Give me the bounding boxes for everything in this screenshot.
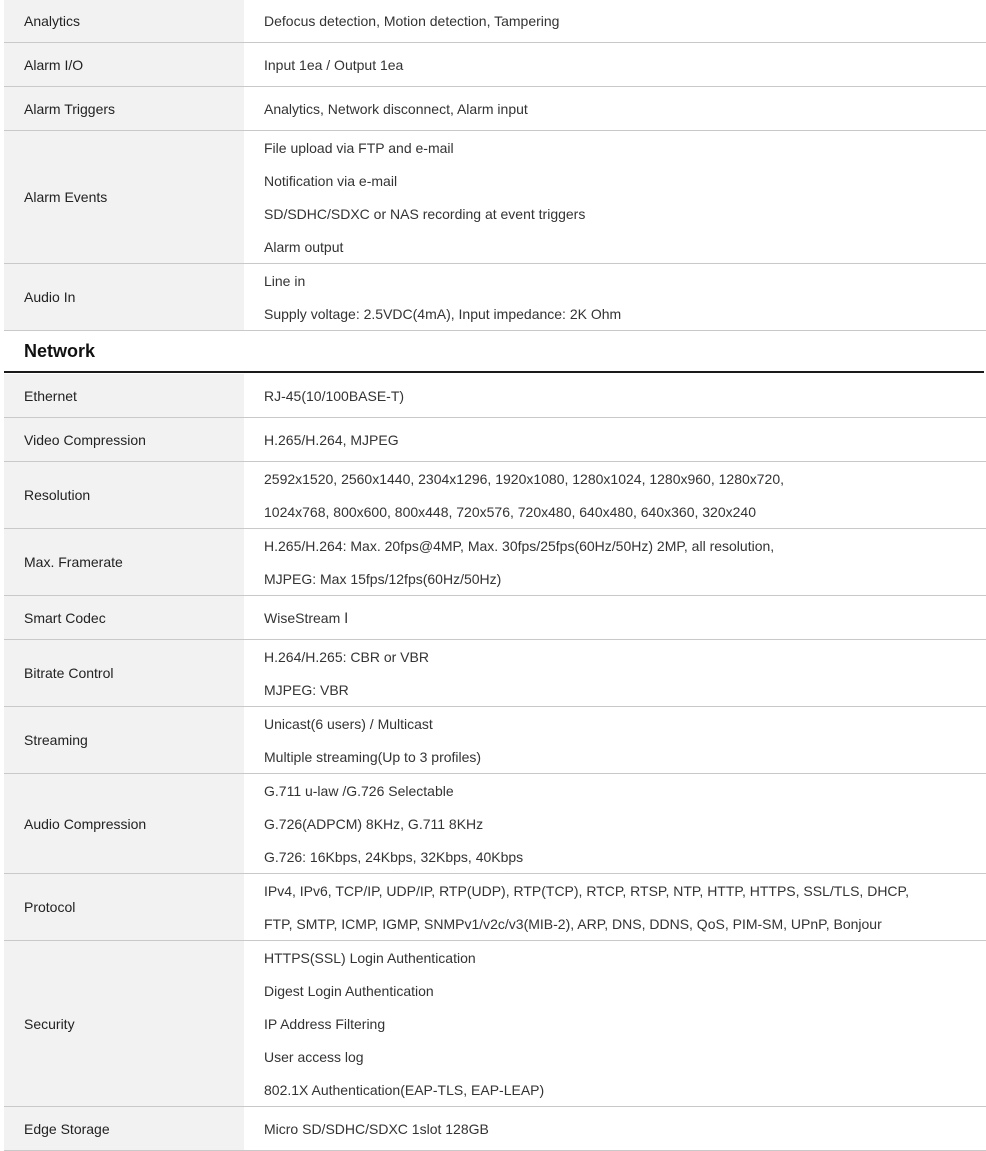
spec-values — [244, 640, 986, 706]
spec-row-audio-in — [4, 264, 986, 331]
spec-value-line: MJPEG: VBR — [264, 681, 349, 698]
spec-value-line: FTP, SMTP, ICMP, IGMP, SNMPv1/v2c/v3(MIB-2), ARP, DNS, DDNS, QoS, PIM-SM, UPnP, Bonjour — [264, 915, 882, 932]
spec-row-video-compression — [4, 418, 986, 462]
spec-value-line: HTTPS(SSL) Login Authentication — [264, 949, 476, 966]
spec-value-line: Line in — [264, 272, 306, 289]
spec-label: Alarm Triggers — [4, 87, 244, 130]
spec-label: Resolution — [4, 462, 244, 528]
spec-row-edge-storage — [4, 1107, 986, 1151]
spec-label: Alarm I/O — [4, 43, 244, 86]
spec-label: Max. Framerate — [4, 529, 244, 595]
spec-row-streaming — [4, 707, 986, 774]
spec-row-alarm-triggers — [4, 87, 986, 131]
spec-value-line: WiseStream Ⅰ — [264, 609, 349, 626]
spec-label: Streaming — [4, 707, 244, 773]
spec-values — [244, 87, 986, 130]
spec-value-line: IP Address Filtering — [264, 1015, 386, 1032]
spec-table-network — [4, 374, 986, 1151]
spec-values — [244, 1107, 986, 1150]
spec-value-line: H.265/H.264, MJPEG — [264, 431, 399, 448]
spec-row-max-framerate — [4, 529, 986, 596]
spec-label: Audio Compression — [4, 774, 244, 873]
spec-table-events — [4, 0, 986, 331]
spec-value-line: 802.1X Authentication(EAP-TLS, EAP-LEAP) — [264, 1081, 545, 1098]
spec-values — [244, 941, 986, 1106]
spec-value-line: H.264/H.265: CBR or VBR — [264, 648, 429, 665]
spec-value-line: IPv4, IPv6, TCP/IP, UDP/IP, RTP(UDP), RTP(TCP), RTCP, RTSP, NTP, HTTP, HTTPS, SSL/TLS, DHCP, — [264, 882, 909, 899]
spec-row-bitrate-control — [4, 640, 986, 707]
spec-value-line: File upload via FTP and e-mail — [264, 139, 454, 156]
spec-label: Smart Codec — [4, 596, 244, 639]
spec-row-resolution — [4, 462, 986, 529]
spec-row-alarm-events — [4, 131, 986, 264]
spec-label: Alarm Events — [4, 131, 244, 263]
spec-label: Ethernet — [4, 374, 244, 417]
spec-value-line: G.726(ADPCM) 8KHz, G.711 8KHz — [264, 815, 484, 832]
spec-value-line: SD/SDHC/SDXC or NAS recording at event triggers — [264, 205, 586, 222]
spec-value-line: MJPEG: Max 15fps/12fps(60Hz/50Hz) — [264, 570, 502, 587]
spec-values — [244, 774, 986, 873]
spec-row-audio-compression — [4, 774, 986, 874]
spec-values — [244, 874, 986, 940]
spec-label: Edge Storage — [4, 1107, 244, 1150]
spec-value-line: 1024x768, 800x600, 800x448, 720x576, 720x480, 640x480, 640x360, 320x240 — [264, 503, 756, 520]
spec-row-ethernet — [4, 374, 986, 418]
spec-label: Video Compression — [4, 418, 244, 461]
spec-values — [244, 131, 986, 263]
spec-value-line: Input 1ea / Output 1ea — [264, 56, 404, 73]
spec-label: Security — [4, 941, 244, 1106]
spec-value-line: Unicast(6 users) / Multicast — [264, 715, 433, 732]
spec-values — [244, 43, 986, 86]
section-title-network: Network — [4, 331, 984, 373]
spec-label: Protocol — [4, 874, 244, 940]
spec-value-line: Micro SD/SDHC/SDXC 1slot 128GB — [264, 1120, 489, 1137]
spec-values — [244, 529, 986, 595]
spec-row-smart-codec — [4, 596, 986, 640]
spec-row-alarm-i-o — [4, 43, 986, 87]
spec-label: Bitrate Control — [4, 640, 244, 706]
spec-row-protocol — [4, 874, 986, 941]
spec-label: Analytics — [4, 0, 244, 42]
spec-values — [244, 596, 986, 639]
spec-value-line: Multiple streaming(Up to 3 profiles) — [264, 748, 482, 765]
spec-value-line: RJ-45(10/100BASE-T) — [264, 387, 405, 404]
spec-value-line: Digest Login Authentication — [264, 982, 434, 999]
spec-label: Audio In — [4, 264, 244, 330]
spec-value-line: G.711 u-law /G.726 Selectable — [264, 782, 454, 799]
spec-value-line: User access log — [264, 1048, 364, 1065]
spec-value-line: Analytics, Network disconnect, Alarm input — [264, 100, 528, 117]
spec-value-line: Defocus detection, Motion detection, Tampering — [264, 13, 560, 29]
spec-value-line: Notification via e-mail — [264, 172, 398, 189]
spec-values — [244, 462, 986, 528]
spec-row-security — [4, 941, 986, 1107]
spec-value-line: G.726: 16Kbps, 24Kbps, 32Kbps, 40Kbps — [264, 848, 524, 865]
spec-values — [244, 418, 986, 461]
spec-values — [244, 264, 986, 330]
spec-row-analytics — [4, 0, 986, 43]
spec-value-line: 2592x1520, 2560x1440, 2304x1296, 1920x1080, 1280x1024, 1280x960, 1280x720, — [264, 470, 785, 487]
spec-values — [244, 0, 986, 42]
spec-values — [244, 707, 986, 773]
spec-value-line: H.265/H.264: Max. 20fps@4MP, Max. 30fps/25fps(60Hz/50Hz) 2MP, all resolution, — [264, 537, 775, 554]
spec-value-line: Alarm output — [264, 238, 344, 255]
spec-values — [244, 374, 986, 417]
spec-value-line: Supply voltage: 2.5VDC(4mA), Input impedance: 2K Ohm — [264, 305, 622, 322]
